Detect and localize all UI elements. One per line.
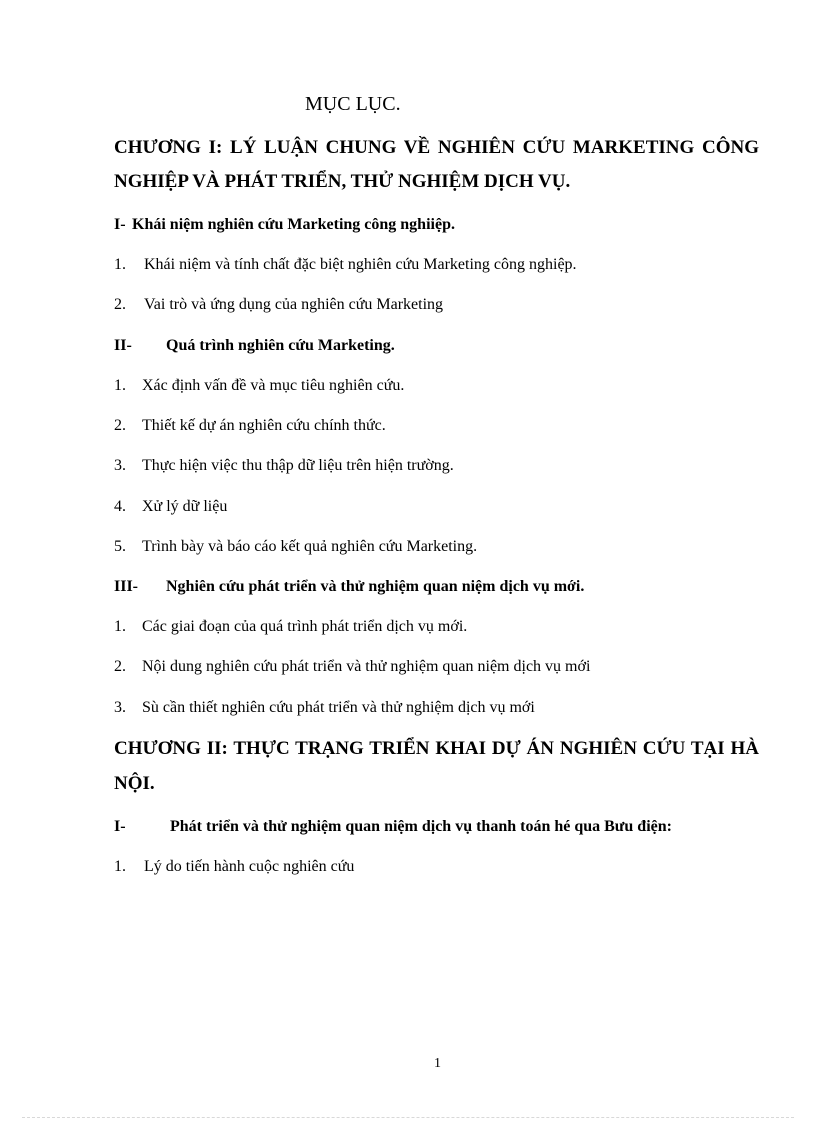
chapter-2-heading-line-2: NỘI. xyxy=(114,773,155,794)
item-text: Các giai đoạn của quá trình phát triển dịch vụ mới. xyxy=(142,618,468,635)
item-number: 3. xyxy=(114,457,126,474)
toc-item xyxy=(114,296,443,314)
toc-item xyxy=(114,498,227,516)
item-text: Nội dung nghiên cứu phát triển và thử nghiệm quan niệm dịch vụ mới xyxy=(142,658,591,675)
item-number: 2. xyxy=(114,658,126,675)
item-number: 1. xyxy=(114,256,126,273)
section-3-heading xyxy=(114,578,584,596)
section-number: III- xyxy=(114,578,139,595)
chapter-1-heading-line-1: CHƯƠNG I: LÝ LUẬN CHUNG VỀ NGHIÊN CỨU MARKETING CÔNG xyxy=(114,137,759,158)
toc-item xyxy=(114,538,477,556)
item-text: Thực hiện việc thu thập dữ liệu trên hiện trường. xyxy=(142,457,454,474)
section-title: Khái niệm nghiên cứu Marketing công nghiiệp. xyxy=(132,216,455,233)
item-text: Khái niệm và tính chất đặc biệt nghiên cứu Marketing công nghiệp. xyxy=(144,256,577,273)
section-title: Quá trình nghiên cứu Marketing. xyxy=(166,337,395,354)
item-text: Xác định vấn đề và mục tiêu nghiên cứu. xyxy=(142,377,405,394)
page-title: MỤC LỤC. xyxy=(305,93,401,115)
item-text: Trình bày và báo cáo kết quả nghiên cứu Marketing. xyxy=(142,538,478,555)
toc-item xyxy=(114,457,454,475)
item-text: Sù cần thiết nghiên cứu phát triển và thử nghiệm dịch vụ mới xyxy=(142,699,535,716)
toc-item xyxy=(114,417,386,435)
section-title: Nghiên cứu phát triển và thử nghiệm quan niệm dịch vụ mới. xyxy=(166,578,585,595)
item-number: 2. xyxy=(114,417,126,434)
page-bottom-divider xyxy=(22,1117,794,1118)
toc-item xyxy=(114,699,535,717)
toc-item xyxy=(114,377,404,395)
item-number: 4. xyxy=(114,498,126,515)
item-text: Xử lý dữ liệu xyxy=(142,498,228,515)
item-number: 1. xyxy=(114,858,126,875)
toc-item xyxy=(114,858,354,876)
toc-item xyxy=(114,618,467,636)
item-text: Thiết kế dự án nghiên cứu chính thức. xyxy=(142,417,386,434)
page-number: 1 xyxy=(434,1056,441,1071)
item-number: 5. xyxy=(114,538,126,555)
chapter-2-heading-line-1: CHƯƠNG II: THỰC TRẠNG TRIỂN KHAI DỰ ÁN NGHIÊN CỨU TẠI HÀ xyxy=(114,738,759,759)
toc-item xyxy=(114,658,590,676)
item-number: 1. xyxy=(114,618,126,635)
section-number: I- xyxy=(114,818,126,835)
item-number: 2. xyxy=(114,296,126,313)
item-number: 1. xyxy=(114,377,126,394)
item-number: 3. xyxy=(114,699,126,716)
section-4-heading xyxy=(114,818,672,836)
section-number: II- xyxy=(114,337,132,354)
section-title: Phát triển và thử nghiệm quan niệm dịch vụ thanh toán hé qua Bưu điện: xyxy=(170,818,672,835)
section-2-heading xyxy=(114,337,395,355)
section-1-heading xyxy=(114,216,455,234)
toc-item xyxy=(114,256,577,274)
chapter-1-heading-line-2: NGHIỆP VÀ PHÁT TRIỂN, THỬ NGHIỆM DỊCH VỤ. xyxy=(114,171,571,192)
item-text: Lý do tiến hành cuộc nghiên cứu xyxy=(144,858,355,875)
item-text: Vai trò và ứng dụng của nghiên cứu Marketing xyxy=(144,296,444,313)
section-number: I- xyxy=(114,216,126,233)
